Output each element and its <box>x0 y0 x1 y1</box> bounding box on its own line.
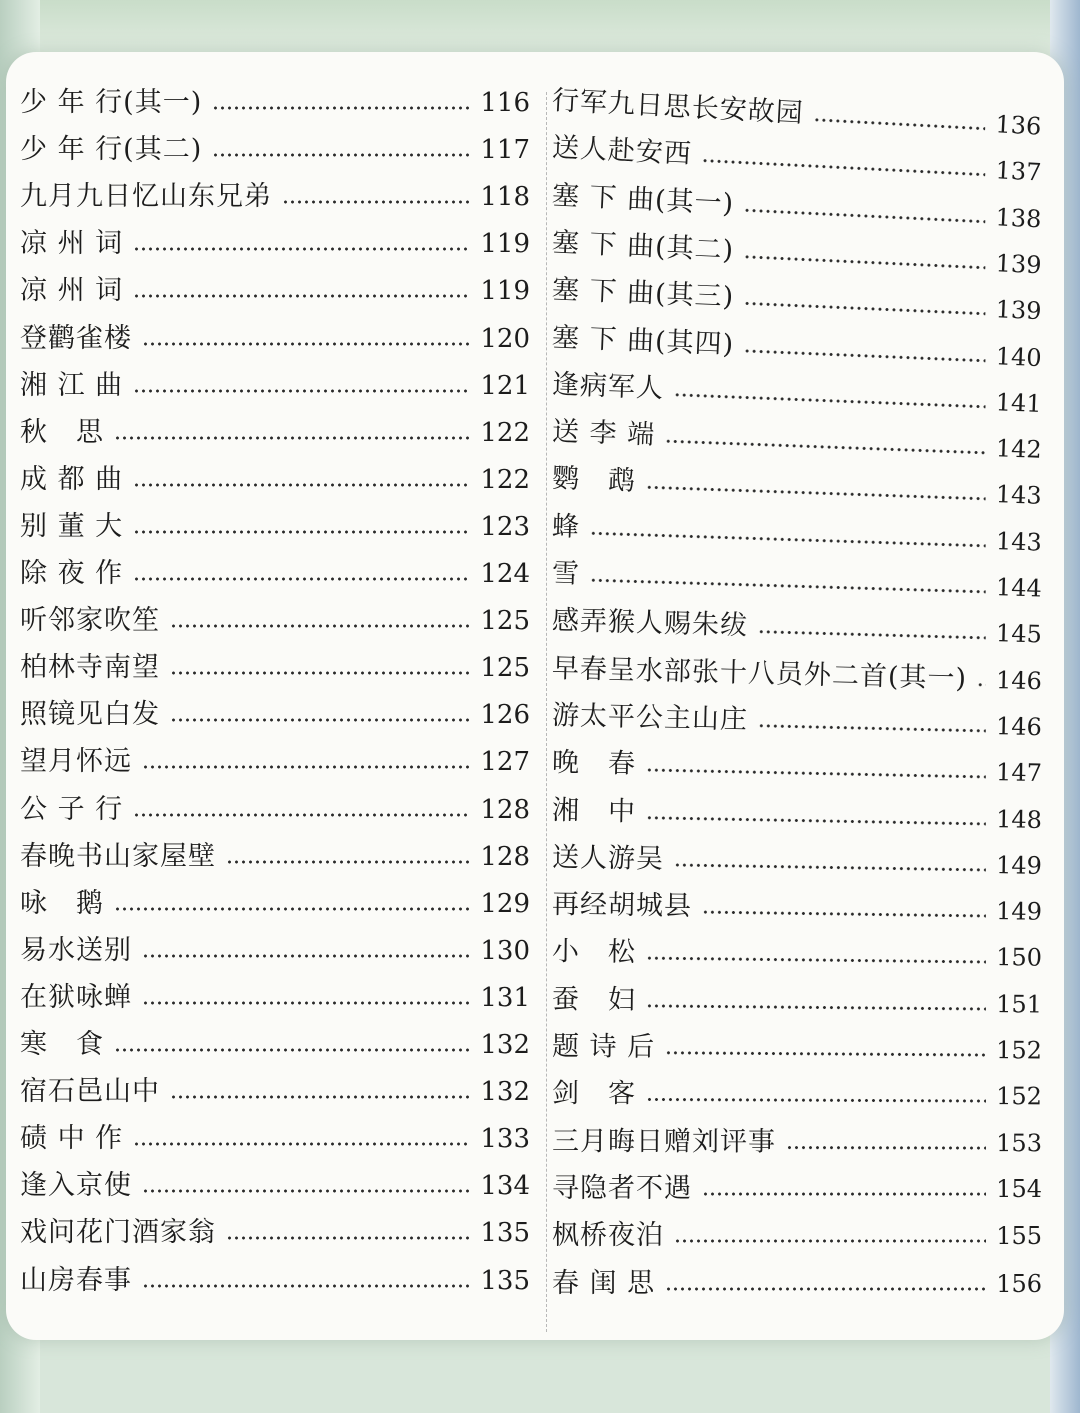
toc-entry <box>20 975 530 1021</box>
toc-entry-page-number: 139 <box>995 295 1043 326</box>
toc-entry-page-number: 151 <box>996 989 1043 1019</box>
toc-entry-title: 公 子 行 <box>20 793 124 825</box>
toc-entry-title: 除 夜 作 <box>20 558 124 589</box>
toc-entry-title: 湘 江 曲 <box>20 369 124 401</box>
dot-leader <box>170 623 470 629</box>
dot-leader <box>114 435 470 441</box>
toc-entry-page-number: 140 <box>995 341 1043 372</box>
toc-entry-page-number: 147 <box>995 758 1043 788</box>
dot-leader <box>646 1097 986 1105</box>
toc-entry-page-number: 116 <box>480 88 530 118</box>
toc-entry-page-number: 136 <box>994 110 1043 141</box>
dot-leader <box>133 388 470 394</box>
dot-leader <box>646 485 986 503</box>
toc-entry-title: 塞 下 曲(其二) <box>551 226 735 267</box>
toc-entry-page-number: 135 <box>480 1265 530 1296</box>
toc-entry-title: 春晚书山家屋壁 <box>20 840 216 872</box>
dot-leader <box>142 1283 470 1289</box>
dot-leader <box>744 207 986 225</box>
toc-entry <box>20 645 530 691</box>
toc-entry <box>20 80 530 126</box>
toc-entry-title: 少 年 行(其一) <box>20 87 203 118</box>
toc-entry-page-number: 150 <box>995 943 1043 973</box>
dot-leader <box>133 482 470 488</box>
toc-entry <box>552 788 1043 843</box>
toc-entry <box>552 1166 1042 1212</box>
toc-entry-page-number: 141 <box>995 388 1043 418</box>
toc-entry-title: 寻隐者不遇 <box>551 1172 693 1204</box>
dot-leader <box>170 670 470 676</box>
toc-entry-page-number: 127 <box>480 747 530 778</box>
toc-entry-page-number: 132 <box>480 1030 530 1060</box>
toc-entry-page-number: 119 <box>480 276 530 307</box>
toc-entry-title: 凉 州 词 <box>20 228 124 260</box>
toc-entry-title: 凉 州 词 <box>20 275 124 307</box>
toc-entry-page-number: 125 <box>480 653 530 684</box>
dot-leader <box>133 246 470 252</box>
toc-entry <box>20 598 530 644</box>
toc-entry-title: 寒 食 <box>20 1029 104 1060</box>
dot-leader <box>744 347 986 363</box>
dot-leader <box>701 158 985 178</box>
dot-leader <box>665 438 986 456</box>
toc-entry-title: 湘 中 <box>551 794 637 828</box>
toc-entry-title: 晚 春 <box>551 747 637 780</box>
toc-entry-page-number: 121 <box>480 370 530 401</box>
dot-leader <box>282 199 470 205</box>
toc-entry-title: 送人赴安西 <box>551 132 693 171</box>
toc-entry <box>552 740 1043 796</box>
toc-entry <box>552 882 1043 935</box>
toc-entry-title: 逢病军人 <box>551 368 665 405</box>
dot-leader <box>170 1094 470 1100</box>
toc-entry-page-number: 128 <box>480 794 530 825</box>
toc-entry-page-number: 122 <box>480 464 530 495</box>
toc-entry-page-number: 128 <box>480 841 530 872</box>
dot-leader <box>114 906 470 912</box>
toc-entry <box>20 127 530 173</box>
toc-entry-page-number: 138 <box>995 202 1043 234</box>
toc-entry-page-number: 153 <box>996 1128 1043 1157</box>
toc-entry <box>20 551 530 597</box>
dot-leader <box>702 1191 986 1197</box>
toc-entry <box>20 834 530 880</box>
dot-leader <box>758 723 986 734</box>
toc-entry-title: 三月晦日赠刘评事 <box>551 1125 777 1158</box>
toc-entry-page-number: 122 <box>480 417 530 448</box>
toc-entry-page-number: 155 <box>996 1222 1042 1251</box>
toc-entry-page-number: 134 <box>480 1171 530 1202</box>
toc-entry <box>20 504 530 550</box>
toc-entry-title: 塞 下 曲(其三) <box>551 274 735 314</box>
toc-entry-title: 送人游吴 <box>551 841 665 875</box>
toc-entry <box>552 835 1043 889</box>
toc-entry-page-number: 126 <box>480 700 530 731</box>
dot-leader <box>590 530 986 549</box>
toc-entry-title: 行军九日思长安故园 <box>551 85 805 130</box>
toc-entry-page-number: 118 <box>480 182 530 213</box>
toc-entry-title: 登鹳雀楼 <box>20 322 132 354</box>
dot-leader <box>142 953 470 959</box>
dot-leader <box>646 814 986 826</box>
toc-entry-title: 蜂 <box>551 510 581 543</box>
toc-entry-title: 望月怀远 <box>20 746 132 778</box>
toc-entry <box>20 457 530 503</box>
toc-entry <box>20 1022 530 1068</box>
dot-leader <box>665 1050 986 1058</box>
dot-leader <box>702 909 986 919</box>
toc-entry-page-number: 154 <box>996 1174 1043 1203</box>
toc-entry-title: 柏林寺南望 <box>20 652 160 684</box>
toc-entry-page-number: 117 <box>480 135 530 166</box>
toc-entry <box>552 977 1042 1028</box>
toc-entry-title: 送 李 端 <box>551 416 656 451</box>
toc-entry-title: 在狱咏蝉 <box>20 981 132 1013</box>
toc-entry-title: 山房春事 <box>20 1264 132 1296</box>
toc-entry-page-number: 149 <box>995 897 1043 926</box>
toc-entry-title: 雪 <box>551 558 581 590</box>
toc-entry-title: 塞 下 曲(其一) <box>551 179 735 220</box>
toc-entry-title: 戏问花门酒家翁 <box>20 1217 216 1249</box>
toc-entry-title: 塞 下 曲(其四) <box>551 321 735 360</box>
toc-entry <box>552 1119 1042 1166</box>
dot-leader <box>142 764 470 770</box>
toc-entry <box>20 1116 530 1162</box>
column-divider <box>546 92 547 1332</box>
toc-entry-title: 少 年 行(其二) <box>20 134 203 166</box>
dot-leader <box>813 117 985 132</box>
toc-entry-title: 游太平公主山庄 <box>551 699 749 736</box>
toc-entry-page-number: 143 <box>995 526 1043 557</box>
toc-entry <box>20 1258 530 1304</box>
dot-leader <box>674 392 986 410</box>
toc-entry-title: 秋 思 <box>20 416 104 448</box>
toc-entry-page-number: 119 <box>480 229 530 260</box>
dot-leader <box>133 1141 470 1147</box>
toc-entry-title: 易水送别 <box>20 934 132 966</box>
toc-entry-title: 鹦 鹉 <box>551 463 637 498</box>
toc-entry-page-number: 135 <box>480 1218 530 1249</box>
toc-entry <box>20 268 530 314</box>
toc-entry <box>552 1071 1042 1119</box>
dot-leader <box>744 254 986 271</box>
toc-entry-title: 蚕 妇 <box>551 983 637 1016</box>
dot-leader <box>212 105 470 111</box>
dot-leader <box>170 717 470 723</box>
toc-entry-title: 感弄猴人赐朱绂 <box>551 605 749 642</box>
toc-entry-page-number: 129 <box>480 888 530 919</box>
dot-leader <box>142 1188 470 1194</box>
dot-leader <box>133 529 470 535</box>
toc-entry-title: 成 都 曲 <box>20 463 124 495</box>
dot-leader <box>758 629 986 641</box>
toc-entry-title: 逢入京使 <box>20 1170 132 1202</box>
toc-entry-title: 照镜见白发 <box>20 699 160 731</box>
toc-entry-page-number: 148 <box>995 804 1043 834</box>
toc-entry-title: 小 松 <box>551 936 637 969</box>
dot-leader <box>114 1047 470 1053</box>
toc-entry-page-number: 156 <box>996 1269 1042 1298</box>
dot-leader <box>133 576 470 582</box>
toc-entry <box>20 316 530 362</box>
toc-entry-page-number: 125 <box>480 606 530 637</box>
toc-entry-page-number: 137 <box>994 156 1043 187</box>
toc-entry-title: 碛 中 作 <box>20 1123 124 1155</box>
toc-entry-page-number: 146 <box>995 712 1043 742</box>
dot-leader <box>744 301 986 317</box>
dot-leader <box>674 1238 986 1244</box>
dot-leader <box>142 1000 470 1006</box>
dot-leader <box>786 1144 986 1150</box>
toc-entry <box>552 929 1042 981</box>
toc-entry-page-number: 152 <box>996 1082 1043 1111</box>
toc-entry-page-number: 130 <box>480 935 530 966</box>
toc-entry <box>20 881 530 927</box>
dot-leader <box>226 859 470 865</box>
toc-entry <box>20 739 530 785</box>
dot-leader <box>977 681 986 687</box>
toc-entry <box>20 787 530 833</box>
toc-page <box>6 52 1064 1340</box>
toc-entry-title: 题 诗 后 <box>551 1031 656 1063</box>
dot-leader <box>665 1286 986 1292</box>
toc-entry <box>552 1261 1042 1307</box>
toc-entry-page-number: 146 <box>995 665 1043 695</box>
toc-entry <box>20 692 530 738</box>
dot-leader <box>226 1235 470 1241</box>
dot-leader <box>646 1003 986 1012</box>
toc-entry-page-number: 132 <box>480 1077 530 1108</box>
dot-leader <box>646 955 986 965</box>
toc-entry-page-number: 131 <box>480 982 530 1013</box>
toc-entry-title: 剑 客 <box>551 1078 637 1110</box>
toc-entry-page-number: 143 <box>995 480 1043 511</box>
toc-entry-page-number: 124 <box>480 559 530 589</box>
toc-entry <box>20 174 530 220</box>
dot-leader <box>590 577 986 595</box>
toc-entry-page-number: 120 <box>480 323 530 354</box>
toc-entry <box>20 1163 530 1209</box>
toc-entry <box>20 1210 530 1256</box>
dot-leader <box>212 152 470 158</box>
toc-entry <box>20 928 530 974</box>
toc-entry <box>552 1024 1042 1073</box>
dot-leader <box>133 812 470 818</box>
toc-entry-page-number: 145 <box>995 619 1043 649</box>
toc-entry <box>552 1213 1042 1259</box>
toc-entry-title: 再经胡城县 <box>551 889 693 923</box>
toc-entry-title: 早春呈水部张十八员外二首(其一) <box>551 652 968 695</box>
toc-entry-page-number: 133 <box>480 1124 530 1155</box>
dot-leader <box>142 341 470 347</box>
toc-entry-title: 别 董 大 <box>20 510 124 542</box>
dot-leader <box>646 767 986 780</box>
toc-entry-title: 九月九日忆山东兄弟 <box>20 181 272 213</box>
toc-entry <box>20 363 530 409</box>
toc-entry-page-number: 123 <box>480 511 530 542</box>
toc-entry <box>20 1069 530 1115</box>
toc-entry-title: 咏 鹅 <box>20 887 104 919</box>
toc-entry-title: 枫桥夜泊 <box>552 1220 664 1252</box>
dot-leader <box>133 293 470 299</box>
toc-entry-title: 听邻家吹笙 <box>20 605 160 637</box>
toc-entry-page-number: 142 <box>995 434 1043 464</box>
toc-entry <box>20 410 530 456</box>
dot-leader <box>674 862 986 873</box>
toc-entry-page-number: 139 <box>995 249 1043 280</box>
toc-entry-page-number: 149 <box>995 850 1043 880</box>
toc-entry-page-number: 152 <box>996 1036 1043 1065</box>
toc-entry-title: 春 闺 思 <box>552 1267 656 1299</box>
toc-entry <box>20 221 530 267</box>
toc-entry-title: 宿石邑山中 <box>20 1076 160 1108</box>
toc-entry-page-number: 144 <box>995 573 1043 603</box>
